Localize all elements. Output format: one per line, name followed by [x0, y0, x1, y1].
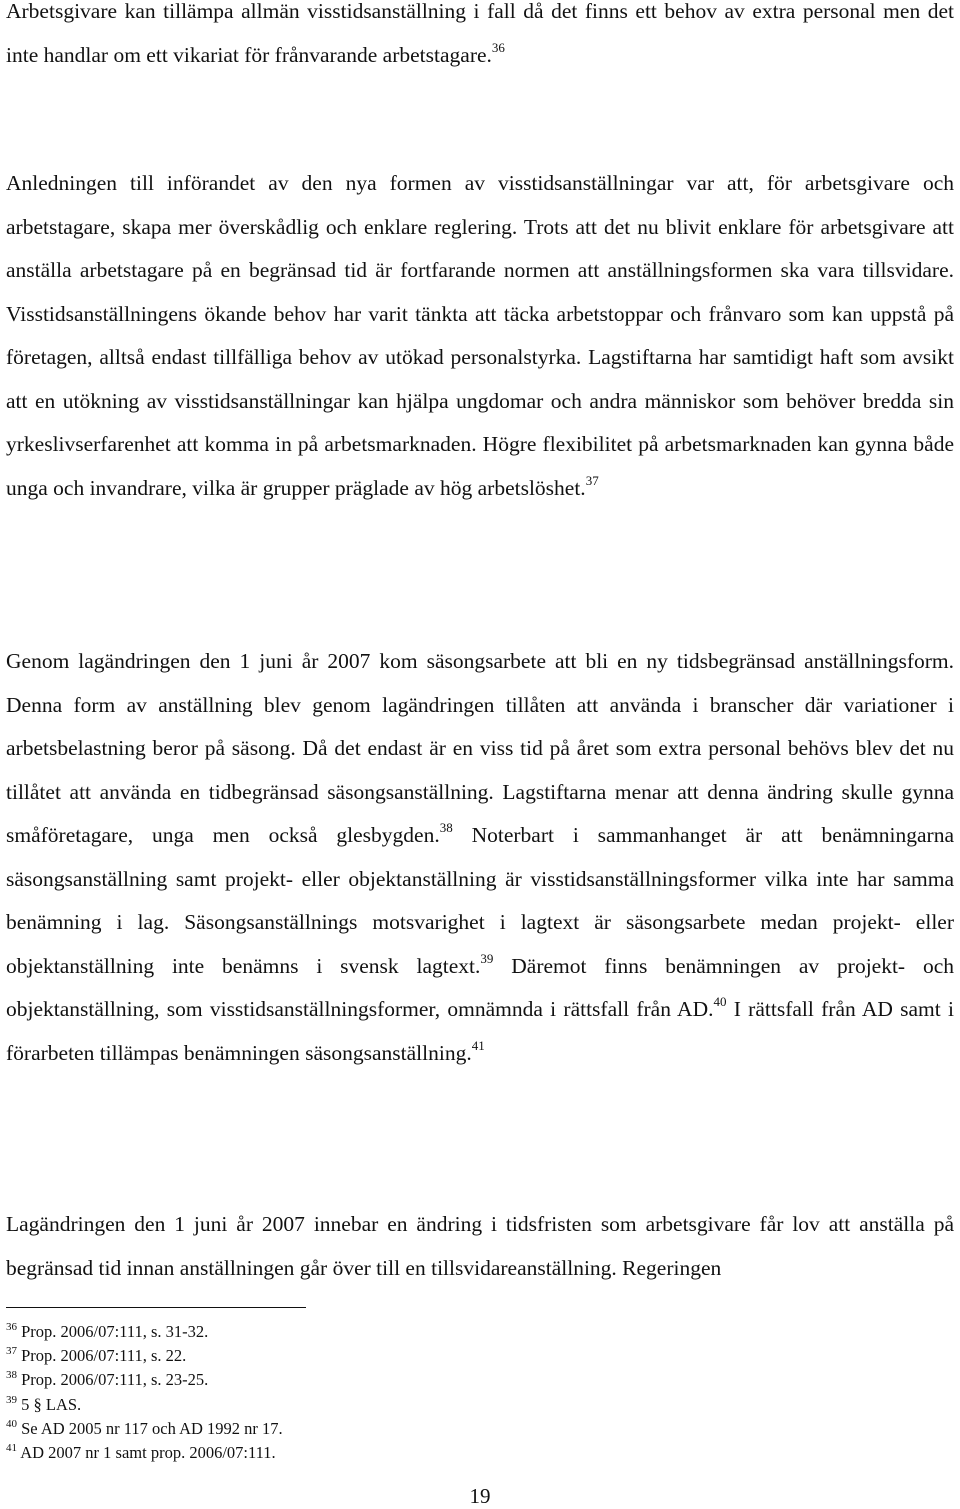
paragraph-text: Lagändringen den 1 juni år 2007 innebar en ändring i tidsfristen som arbetsgivare får lov att anställa på begränsad tid innan anställningen går över till en tillsvidareanställning. Regeringen: [6, 1212, 954, 1280]
footnote-text: Prop. 2006/07:111, s. 31-32.: [21, 1322, 209, 1341]
footnote-number: 39: [6, 1393, 17, 1406]
paragraph-text-part-4: I rättsfall från AD samt i förarbeten tillämpas benämningen säsongsanställning.: [6, 997, 954, 1065]
footnote-item: [6, 1417, 706, 1441]
footnote-number: 38: [6, 1369, 17, 1382]
footnote-number: 36: [6, 1321, 17, 1333]
footnote-item: [6, 1320, 706, 1344]
footnote-text: Prop. 2006/07:111, s. 23-25.: [21, 1370, 209, 1390]
footnote-separator: [6, 1307, 306, 1308]
footnote-text: AD 2007 nr 1 samt prop. 2006/07:111.: [20, 1443, 276, 1463]
footnote-text: Prop. 2006/07:111, s. 22.: [21, 1346, 187, 1366]
footnote-item: [6, 1393, 706, 1417]
paragraph-text-part-2: Noterbart i sammanhanget är att benämningarna säsongsanställning samt projekt- eller objektanställning är visstidsanställningsformer vilka inte har samma benämning i lag. Säsongsanställnings motsvarighet i lagtext är säsongsarbete medan projekt- eller objektanställning inte benämns i svensk lagtext.: [6, 823, 954, 978]
paragraph-text-part-1: Genom lagändringen den 1 juni år 2007 kom säsongsarbete att bli en ny tidsbegränsad anställningsform. Denna form av anställning blev genom lagändringen tillåten att använda i branscher där variationer i arbetsbelastning beror på säsong. Då det endast är en viss tid på året som extra personal behövs blev det nu tillåtet att använda en tidbegränsad säsongsanställning. Lagstiftarna menar att denna ändring skulle gynna småföretagare, unga men också glesbygden.: [6, 649, 954, 847]
paragraph-text-part-3: Däremot finns benämningen av projekt- och objektanställning, som visstidsanställningsformer, omnämnda i rättsfall från AD.: [6, 953, 954, 1021]
footnote-number: 37: [6, 1345, 17, 1358]
paragraph-4: [6, 1203, 954, 1290]
paragraph-3: [6, 640, 954, 1075]
footnote-number: 41: [6, 1442, 17, 1455]
paragraph-1: [6, 0, 954, 77]
footnote-ref-39: 39: [480, 950, 494, 966]
footnotes: [6, 1320, 706, 1465]
footnote-ref-37: 37: [585, 472, 599, 488]
footnote-item: [6, 1441, 706, 1465]
footnote-item: [6, 1344, 706, 1368]
footnote-ref-41: 41: [471, 1037, 485, 1053]
footnote-item: [6, 1368, 706, 1392]
footnote-ref-36: 36: [491, 39, 505, 55]
footnote-ref-40: 40: [713, 994, 727, 1009]
page-number: 19: [469, 1484, 491, 1508]
paragraph-2: [6, 162, 954, 510]
paragraph-text: Arbetsgivare kan tillämpa allmän visstidsanställning i fall då det finns ett behov av extra personal men det inte handlar om ett vikariat för frånvarande arbetstagare.: [6, 0, 954, 67]
footnote-text: 5 § LAS.: [21, 1394, 82, 1414]
footnote-ref-38: 38: [439, 820, 453, 835]
footnote-number: 40: [6, 1417, 17, 1430]
paragraph-text: Anledningen till införandet av den nya formen av visstidsanställningar var att, för arbetsgivare och arbetstagare, skapa mer överskådlig och enklare reglering. Trots att det nu blivit enklare för arbetsgivare att anställa arbetstagare på en begränsad tid är fortfarande normen att anställningsformen ska vara tillsvidare. Visstidsanställningens ökande behov har varit tänkta att täcka arbetstoppar och frånvaro som kan uppstå på företagen, alltså endast tillfälliga behov av utökad personalstyrka. Lagstiftarna har samtidigt haft som avsikt att en utökning av visstidsanställningar kan hjälpa ungdomar och andra människor som behöver bredda sin yrkeslivserfarenhet att komma in på arbetsmarknaden. Högre flexibilitet på arbetsmarknaden kan gynna både unga och invandrare, vilka är grupper präglade av hög arbetslöshet.: [6, 171, 954, 500]
footnote-text: Se AD 2005 nr 117 och AD 1992 nr 17.: [21, 1418, 283, 1438]
